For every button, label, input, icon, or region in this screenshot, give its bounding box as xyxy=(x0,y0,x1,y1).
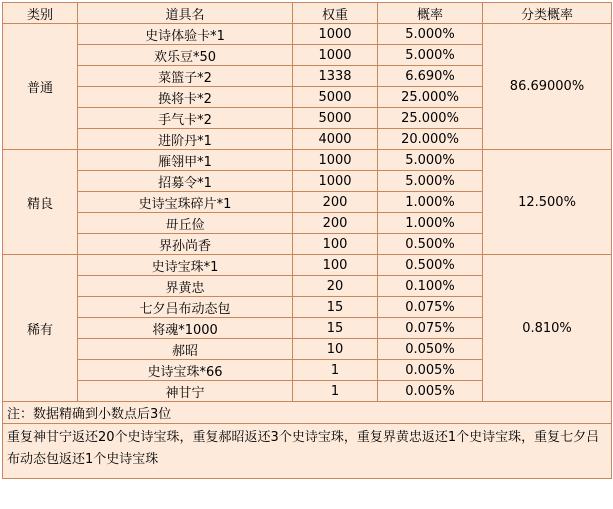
probability-cell: 20.000% xyxy=(378,129,483,150)
item-name-cell: 招募令*1 xyxy=(78,171,293,192)
weight-cell: 15 xyxy=(293,318,378,339)
probability-cell: 5.000% xyxy=(378,24,483,45)
weight-cell: 15 xyxy=(293,297,378,318)
item-name-cell: 史诗宝珠*66 xyxy=(78,360,293,381)
probability-cell: 5.000% xyxy=(378,150,483,171)
probability-cell: 0.075% xyxy=(378,318,483,339)
item-name-cell: 进阶丹*1 xyxy=(78,129,293,150)
table-body xyxy=(3,24,612,402)
header-weight: 权重 xyxy=(293,3,378,24)
item-name-cell: 菜篮子*2 xyxy=(78,66,293,87)
note-row xyxy=(3,424,612,479)
weight-cell: 4000 xyxy=(293,129,378,150)
probability-cell: 0.500% xyxy=(378,234,483,255)
probability-cell: 0.005% xyxy=(378,381,483,402)
weight-cell: 1000 xyxy=(293,24,378,45)
weight-cell: 20 xyxy=(293,276,378,297)
category-probability-cell: 0.810% xyxy=(483,255,612,402)
probability-cell: 25.000% xyxy=(378,87,483,108)
weight-cell: 1000 xyxy=(293,171,378,192)
weight-cell: 5000 xyxy=(293,108,378,129)
item-name-cell: 史诗体验卡*1 xyxy=(78,24,293,45)
item-name-cell: 欢乐豆*50 xyxy=(78,45,293,66)
item-name-cell: 界孙尚香 xyxy=(78,234,293,255)
item-name-cell: 将魂*1000 xyxy=(78,318,293,339)
item-name-cell: 神甘宁 xyxy=(78,381,293,402)
table-row xyxy=(3,24,612,45)
weight-cell: 1338 xyxy=(293,66,378,87)
weight-cell: 100 xyxy=(293,255,378,276)
header-category-probability: 分类概率 xyxy=(483,3,612,24)
item-name-cell: 雁翎甲*1 xyxy=(78,150,293,171)
drop-rate-table xyxy=(2,2,612,479)
table-row xyxy=(3,150,612,171)
weight-cell: 200 xyxy=(293,192,378,213)
probability-cell: 1.000% xyxy=(378,213,483,234)
probability-cell: 0.005% xyxy=(378,360,483,381)
weight-cell: 10 xyxy=(293,339,378,360)
header-row xyxy=(3,3,612,24)
probability-cell: 0.500% xyxy=(378,255,483,276)
item-name-cell: 换将卡*2 xyxy=(78,87,293,108)
category-cell: 精良 xyxy=(3,150,78,255)
weight-cell: 1000 xyxy=(293,150,378,171)
item-name-cell: 界黄忠 xyxy=(78,276,293,297)
probability-cell: 0.075% xyxy=(378,297,483,318)
table-row xyxy=(3,255,612,276)
item-name-cell: 毌丘俭 xyxy=(78,213,293,234)
header-probability: 概率 xyxy=(378,3,483,24)
weight-cell: 200 xyxy=(293,213,378,234)
weight-cell: 100 xyxy=(293,234,378,255)
probability-cell: 5.000% xyxy=(378,45,483,66)
probability-cell: 0.050% xyxy=(378,339,483,360)
precision-note: 注：数据精确到小数点后3位 xyxy=(3,402,612,424)
duplicate-refund-note: 重复神甘宁返还20个史诗宝珠，重复郝昭返还3个史诗宝珠，重复界黄忠返还1个史诗宝珠，重复七夕吕布动态包返还1个史诗宝珠 xyxy=(3,424,612,479)
probability-cell: 6.690% xyxy=(378,66,483,87)
weight-cell: 1 xyxy=(293,381,378,402)
probability-cell: 0.100% xyxy=(378,276,483,297)
item-name-cell: 史诗宝珠碎片*1 xyxy=(78,192,293,213)
header-item-name: 道具名 xyxy=(78,3,293,24)
item-name-cell: 史诗宝珠*1 xyxy=(78,255,293,276)
note-row xyxy=(3,402,612,424)
header-category: 类别 xyxy=(3,3,78,24)
probability-cell: 1.000% xyxy=(378,192,483,213)
category-probability-cell: 12.500% xyxy=(483,150,612,255)
item-name-cell: 七夕吕布动态包 xyxy=(78,297,293,318)
category-probability-cell: 86.69000% xyxy=(483,24,612,150)
item-name-cell: 郝昭 xyxy=(78,339,293,360)
category-cell: 稀有 xyxy=(3,255,78,402)
weight-cell: 1 xyxy=(293,360,378,381)
probability-cell: 5.000% xyxy=(378,171,483,192)
item-name-cell: 手气卡*2 xyxy=(78,108,293,129)
category-cell: 普通 xyxy=(3,24,78,150)
weight-cell: 5000 xyxy=(293,87,378,108)
probability-cell: 25.000% xyxy=(378,108,483,129)
weight-cell: 1000 xyxy=(293,45,378,66)
